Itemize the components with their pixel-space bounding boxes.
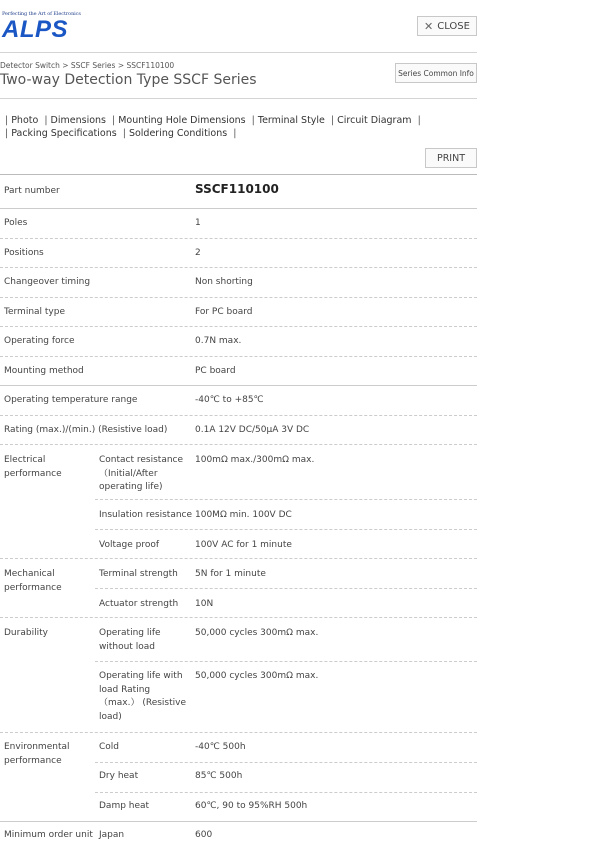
spec-label: Poles (4, 218, 28, 228)
spec-value: 85℃ 500h (195, 771, 243, 781)
table-row (0, 386, 477, 416)
table-row-environmental (0, 733, 477, 822)
series-common-info-button[interactable]: Series Common Info (395, 63, 477, 83)
nav-link-packing-specifications[interactable]: Packing Specifications (11, 128, 117, 139)
spec-value: 0.1A 12V DC/50μA 3V DC (195, 424, 310, 435)
table-row-min-order (0, 822, 477, 850)
table-row-mechanical (0, 559, 477, 618)
spec-sub-label: Cold (99, 742, 120, 752)
page-title: Two-way Detection Type SSCF Series (0, 72, 257, 88)
spec-label: Mounting method (4, 365, 84, 376)
table-row-electrical (0, 445, 477, 559)
spec-sub-label: Terminal strength (99, 569, 178, 579)
spec-sub-label: Operating life without load (99, 628, 161, 652)
nav-link-circuit-diagram[interactable]: Circuit Diagram (337, 115, 412, 126)
logo-tagline: Perfecting the Art of Electronics (2, 11, 81, 17)
spec-value: 10N (195, 599, 214, 609)
spec-group-label: Durability (4, 628, 48, 638)
spec-sub-label: Dry heat (99, 771, 139, 781)
nav-link-soldering-conditions[interactable]: Soldering Conditions (128, 128, 228, 139)
close-label: CLOSE (437, 20, 470, 32)
nav-separator: | (112, 115, 116, 126)
spec-label: Positions (4, 247, 44, 258)
nav-separator: | (417, 115, 421, 126)
spec-label: Rating (max.)/(min.) (Resistive load) (4, 424, 168, 435)
nav-link-terminal-style[interactable]: Terminal Style (257, 115, 325, 126)
spec-label: Terminal type (4, 306, 66, 317)
nav-separator: | (330, 115, 335, 126)
nav-link-mounting-hole-dimensions[interactable]: Mounting Hole Dimensions (118, 115, 246, 126)
nav-link-dimensions[interactable]: Dimensions (50, 115, 106, 126)
table-row-part-number (0, 175, 477, 209)
divider (0, 52, 477, 53)
spec-sub-label: Voltage proof (99, 540, 160, 550)
logo-wordmark: ALPS (2, 16, 69, 43)
table-row-durability (0, 618, 477, 733)
alps-logo[interactable] (2, 11, 81, 42)
spec-value: For PC board (195, 306, 253, 317)
spec-label: Operating force (4, 336, 75, 346)
nav-link-photo[interactable]: Photo (11, 115, 39, 126)
spec-value: 0.7N max. (195, 336, 242, 346)
close-button[interactable] (417, 16, 477, 36)
part-number-value: SSCF110100 (195, 182, 279, 196)
header (0, 0, 601, 52)
spec-label: Operating temperature range (4, 395, 138, 405)
divider (0, 98, 477, 99)
spec-value: 600 (195, 830, 213, 840)
spec-group-label: Electrical performance (4, 455, 62, 479)
table-row (0, 416, 477, 446)
spec-value: 50,000 cycles 300mΩ max. (195, 671, 319, 681)
spec-sub-label: Insulation resistance (99, 510, 193, 520)
table-row (0, 209, 477, 239)
nav-separator: | (122, 128, 126, 139)
spec-value: -40℃ 500h (195, 742, 246, 752)
spec-value: Non shorting (195, 277, 253, 287)
spec-value: 60℃, 90 to 95%RH 500h (195, 801, 308, 811)
spec-group-label: Environmental performance (4, 742, 70, 766)
spec-value: 2 (195, 247, 201, 258)
spec-sub-label: Damp heat (99, 801, 150, 811)
table-row (0, 239, 477, 269)
spec-sub-label: Japan (99, 830, 125, 840)
nav-separator: | (44, 115, 48, 126)
spec-value: 100V AC for 1 minute (195, 540, 292, 550)
spec-sub-label: Operating life with load Rating （max.） (Resistive load) (99, 671, 186, 722)
breadcrumb: Detector Switch > SSCF Series > SSCF110100 (0, 61, 175, 70)
spec-label: Changeover timing (4, 277, 91, 287)
spec-value: PC board (195, 365, 236, 376)
table-row (0, 268, 477, 298)
spec-table (0, 175, 477, 850)
section-nav-line-1 (2, 115, 424, 126)
spec-value: 1 (195, 218, 201, 228)
spec-value: 50,000 cycles 300mΩ max. (195, 628, 319, 638)
nav-separator: | (5, 115, 9, 126)
section-nav-line-2 (2, 128, 239, 139)
close-icon: ✕ (424, 19, 434, 33)
spec-label: Minimum order unit (4, 830, 93, 840)
spec-value: 100MΩ min. 100V DC (195, 510, 292, 520)
spec-group-label: Mechanical performance (4, 569, 62, 593)
nav-separator: | (251, 115, 255, 126)
nav-separator: | (233, 128, 237, 139)
spec-value: 100mΩ max./300mΩ max. (195, 455, 315, 465)
spec-value: 5N for 1 minute (195, 569, 266, 579)
table-row (0, 327, 477, 357)
spec-sub-label: Contact resistance （Initial/After operating life) (99, 455, 184, 492)
nav-separator: | (5, 128, 9, 139)
table-row (0, 357, 477, 387)
print-button[interactable]: PRINT (425, 148, 477, 168)
spec-label: Part number (4, 186, 60, 196)
spec-value: -40℃ to +85℃ (195, 395, 264, 405)
table-row (0, 298, 477, 328)
spec-sub-label: Actuator strength (99, 599, 179, 609)
